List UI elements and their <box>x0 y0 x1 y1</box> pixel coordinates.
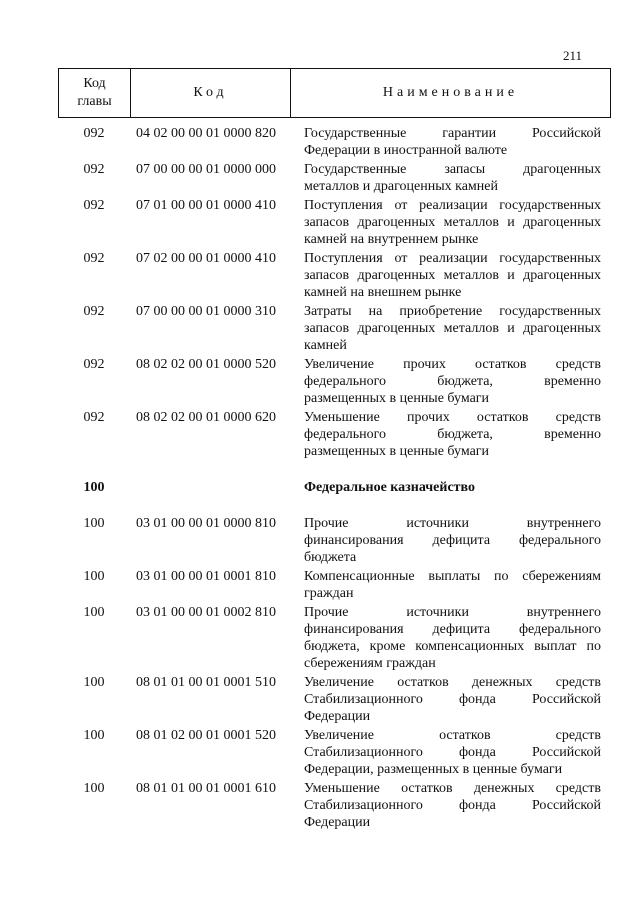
table-row <box>58 780 611 831</box>
table-row <box>58 409 611 460</box>
name-line: запасов драгоценных металлов и драгоценных <box>304 215 601 230</box>
name-cell <box>298 409 611 460</box>
chapter-code-cell: 100 <box>83 516 105 531</box>
name-cell <box>298 515 611 566</box>
name-cell <box>298 674 611 725</box>
code-cell: 07 01 00 00 01 0000 410 <box>136 198 276 213</box>
name-line: Увеличение остатков средств <box>304 728 601 743</box>
name-cell <box>298 125 611 159</box>
table-row <box>58 356 611 407</box>
chapter-code-cell: 092 <box>83 126 105 141</box>
table-row <box>58 604 611 672</box>
name-cell <box>298 197 611 248</box>
name-line: Прочие источники внутреннего <box>304 516 601 531</box>
name-line: финансирования дефицита федерального <box>304 622 601 637</box>
chapter-code-cell: 092 <box>83 198 105 213</box>
chapter-code-cell: 100 <box>83 605 105 620</box>
name-line: Государственные гарантии Российской <box>304 126 601 141</box>
name-line: Затраты на приобретение государственных <box>304 304 601 319</box>
table-row <box>58 125 611 159</box>
chapter-code-cell: 092 <box>83 357 105 372</box>
code-cell: 07 00 00 00 01 0000 310 <box>136 304 276 319</box>
code-cell: 08 02 02 00 01 0000 520 <box>136 357 276 372</box>
name-line: Уменьшение остатков денежных средств <box>304 781 601 796</box>
name-cell <box>298 479 611 496</box>
code-cell: 07 00 00 00 01 0000 000 <box>136 162 276 177</box>
table-row <box>58 674 611 725</box>
name-line: Федерации <box>304 815 371 830</box>
header-name: Наименование <box>382 85 519 100</box>
name-line: граждан <box>304 586 354 601</box>
name-line: бюджета <box>304 550 357 565</box>
chapter-code-cell: 100 <box>83 675 105 690</box>
name-line: Уменьшение прочих остатков средств <box>304 410 601 425</box>
name-line: камней на внутреннем рынке <box>304 232 479 247</box>
table-row <box>58 303 611 354</box>
name-line: Стабилизационного фонда Российской <box>304 798 601 813</box>
chapter-code-cell: 100 <box>83 781 105 796</box>
name-line: Стабилизационного фонда Российской <box>304 745 601 760</box>
name-cell <box>298 250 611 301</box>
page-number: 211 <box>562 48 582 63</box>
chapter-code-cell: 100 <box>83 480 105 495</box>
code-cell: 07 02 00 00 01 0000 410 <box>136 251 276 266</box>
table-row <box>58 568 611 602</box>
code-cell: 03 01 00 00 01 0002 810 <box>136 605 276 620</box>
name-line: Поступления от реализации государственных <box>304 198 601 213</box>
name-cell <box>298 604 611 672</box>
code-cell: 08 01 02 00 01 0001 520 <box>136 728 276 743</box>
name-line: Федерации <box>304 709 371 724</box>
header-chapter-code <box>59 69 131 117</box>
name-cell <box>298 303 611 354</box>
code-cell: 08 02 02 00 01 0000 620 <box>136 410 276 425</box>
name-line: Федерации, размещенных в ценные бумаги <box>304 762 563 777</box>
table-row <box>58 479 611 496</box>
name-line: Прочие источники внутреннего <box>304 605 601 620</box>
code-cell: 03 01 00 00 01 0001 810 <box>136 569 276 584</box>
name-line: финансирования дефицита федерального <box>304 533 601 548</box>
code-cell <box>130 479 298 496</box>
name-line: Компенсационные выплаты по сбережениям <box>304 569 601 584</box>
code-cell: 03 01 00 00 01 0000 810 <box>136 516 276 531</box>
name-line: Поступления от реализации государственных <box>304 251 601 266</box>
name-cell <box>298 780 611 831</box>
name-line: бюджета, кроме компенсационных выплат по <box>304 639 601 654</box>
name-cell <box>298 161 611 195</box>
name-line: сбережениям граждан <box>304 656 436 671</box>
name-line: Увеличение прочих остатков средств <box>304 357 601 372</box>
name-line: размещенных в ценные бумаги <box>304 391 490 406</box>
name-cell <box>298 568 611 602</box>
name-cell <box>298 727 611 778</box>
name-line: камней <box>304 338 347 353</box>
table-row <box>58 515 611 566</box>
name-line: металлов и драгоценных камней <box>304 179 498 194</box>
code-cell: 08 01 01 00 01 0001 610 <box>136 781 276 796</box>
name-line: федерального бюджета, временно <box>304 427 601 442</box>
name-line: запасов драгоценных металлов и драгоценных <box>304 321 601 336</box>
chapter-code-cell: 092 <box>83 304 105 319</box>
table-row <box>58 727 611 778</box>
name-line: Федеральное казначейство <box>304 480 476 495</box>
header-chapter-line2: главы <box>77 94 112 109</box>
table-row <box>58 197 611 248</box>
name-line: запасов драгоценных металлов и драгоценных <box>304 268 601 283</box>
name-cell <box>298 356 611 407</box>
code-cell: 04 02 00 00 01 0000 820 <box>136 126 276 141</box>
name-line: Увеличение остатков денежных средств <box>304 675 601 690</box>
name-line: Федерации в иностранной валюте <box>304 143 508 158</box>
header-code: Код <box>131 69 291 117</box>
code-cell: 08 01 01 00 01 0001 510 <box>136 675 276 690</box>
name-line: камней на внешнем рынке <box>304 285 462 300</box>
table-header <box>58 68 611 118</box>
table-row <box>58 250 611 301</box>
header-chapter-line1: Код <box>83 76 106 91</box>
name-line: Стабилизационного фонда Российской <box>304 692 601 707</box>
name-line: федерального бюджета, временно <box>304 374 601 389</box>
chapter-code-cell: 100 <box>83 569 105 584</box>
name-line: Государственные запасы драгоценных <box>304 162 601 177</box>
chapter-code-cell: 092 <box>83 410 105 425</box>
name-line: размещенных в ценные бумаги <box>304 444 490 459</box>
chapter-code-cell: 092 <box>83 251 105 266</box>
table-row <box>58 161 611 195</box>
chapter-code-cell: 100 <box>83 728 105 743</box>
table-body <box>58 125 611 831</box>
chapter-code-cell: 092 <box>83 162 105 177</box>
